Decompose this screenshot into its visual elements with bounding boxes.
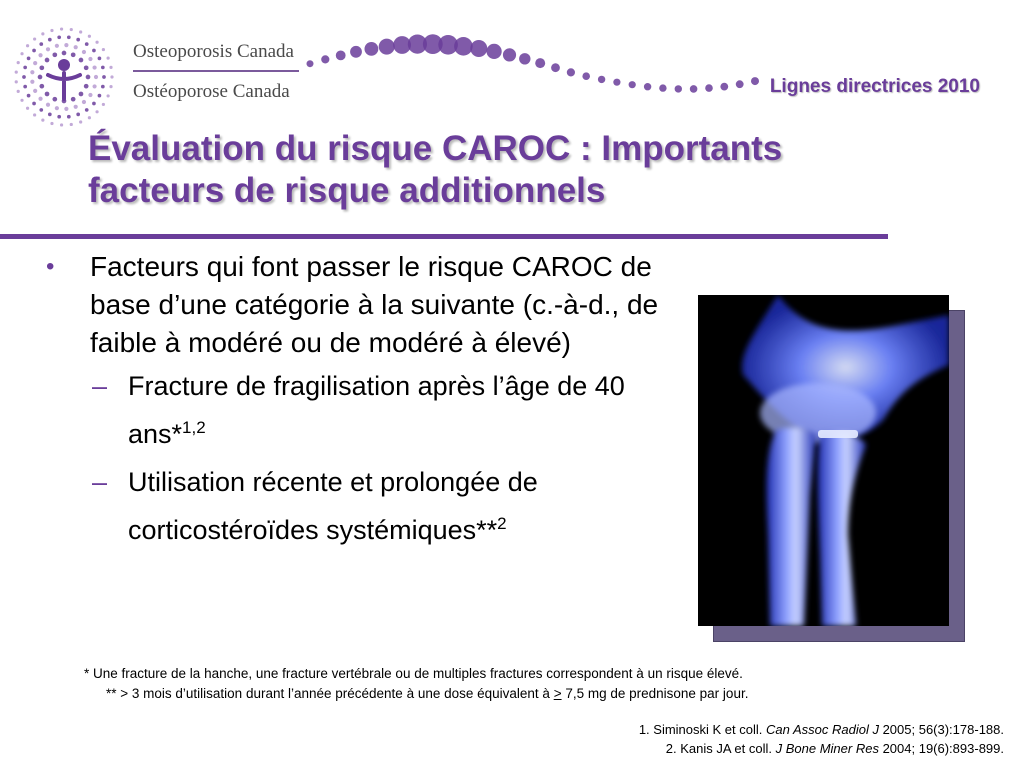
reference-1-details: 2005; 56(3):178-188.	[878, 722, 1004, 737]
sub-bullet-fracture-text: Fracture de fragilisation après l’âge de 40 ans*	[128, 371, 625, 449]
sub-bullet-marker: –	[92, 467, 108, 497]
footnotes	[84, 664, 984, 704]
osteoporosis-canada-logo-icon	[12, 22, 122, 132]
footnote-2-text-start: ** > 3 mois d’utilisation durant l’année précédente à une dose équivalent à	[106, 686, 554, 701]
decorative-dots-wave	[300, 20, 770, 110]
bullet-list	[40, 248, 690, 554]
sub-bullet-text	[128, 458, 688, 554]
reference-1-authors: 1. Siminoski K et coll.	[638, 722, 766, 737]
organization-name	[133, 40, 303, 104]
slide-title	[88, 128, 908, 212]
org-name-english: Osteoporosis Canada	[133, 41, 294, 62]
org-name-divider	[133, 70, 299, 72]
footnote-2	[84, 684, 984, 704]
slide-title-line-2: facteurs de risque additionnels	[88, 171, 606, 210]
greater-equal-sign: >	[553, 686, 562, 701]
reference-2	[639, 739, 1004, 758]
sub-bullet-fracture	[92, 362, 690, 458]
references	[639, 720, 1004, 758]
sub-bullet-corticosteroids	[92, 458, 690, 554]
reference-2-authors: 2. Kanis JA et coll.	[665, 741, 776, 756]
footnote-2-text-end: 7,5 mg de prednisone par jour.	[561, 686, 749, 701]
org-name-french: Ostéoporose Canada	[133, 81, 290, 102]
footnote-1: * Une fracture de la hanche, une fracture vertébrale ou de multiples fractures correspondent à un risque élevé.	[84, 666, 743, 681]
sub-bullet-marker: –	[92, 371, 108, 401]
elbow-xray-image	[698, 295, 949, 626]
main-bullet	[40, 248, 690, 362]
reference-2-journal: J Bone Miner Res	[775, 741, 879, 756]
bullet-marker: •	[46, 253, 55, 280]
reference-2-details: 2004; 19(6):893-899.	[878, 741, 1004, 756]
sub-bullet-corticosteroids-text: Utilisation récente et prolongée de corticostéroïdes systémiques**	[128, 467, 538, 545]
title-underline	[0, 234, 888, 239]
reference-1	[639, 720, 1004, 739]
main-bullet-text: Facteurs qui font passer le risque CAROC de base d’une catégorie à la suivante (c.-à-d., de faible à modéré ou de modéré à élevé)	[90, 251, 659, 358]
slide-title-line-1: Évaluation du risque CAROC : Importants	[88, 129, 783, 168]
guideline-year-label: Lignes directrices 2010	[769, 76, 980, 97]
citation-superscript: 1,2	[182, 418, 206, 437]
sub-bullet-text	[128, 362, 688, 458]
xray-figure	[698, 295, 964, 641]
reference-1-journal: Can Assoc Radiol J	[765, 722, 879, 737]
citation-superscript: 2	[497, 514, 507, 533]
